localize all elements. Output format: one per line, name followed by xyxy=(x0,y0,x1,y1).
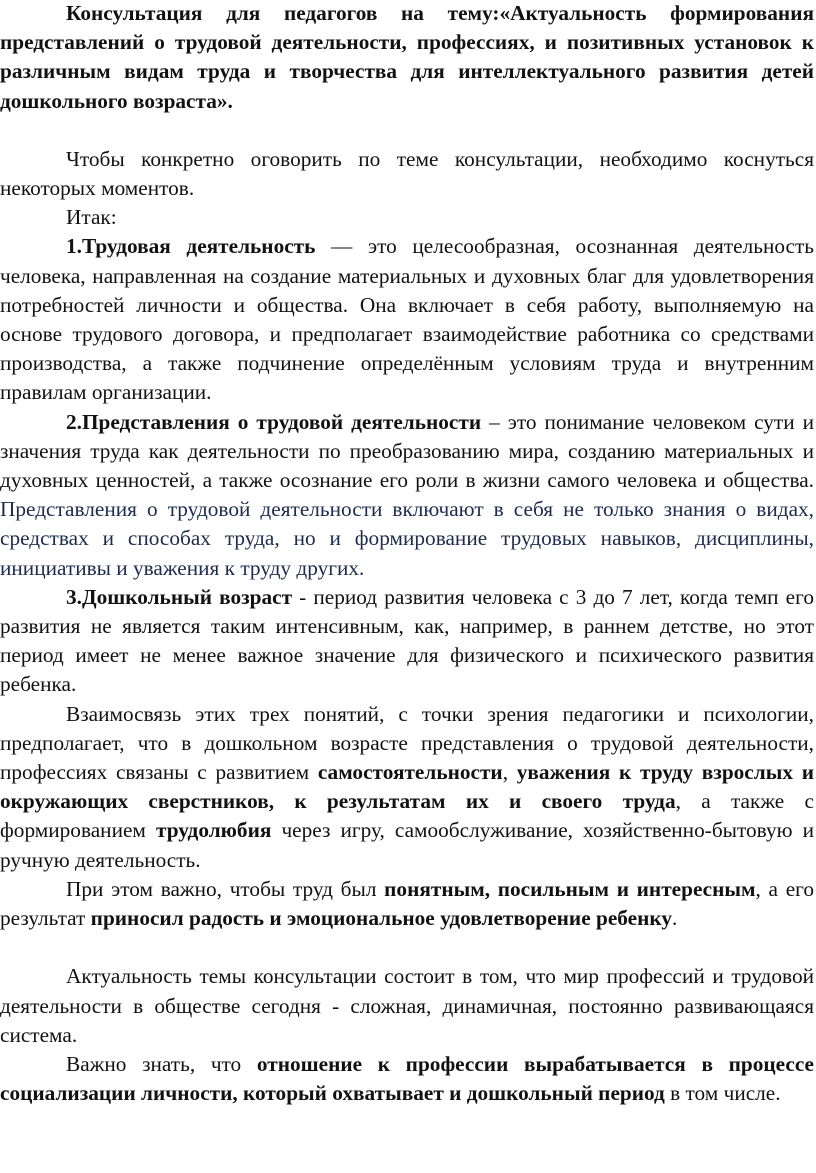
text-run: При этом важно, чтобы труд был xyxy=(66,876,385,901)
paragraph xyxy=(0,962,814,1050)
bold-text: отношение к профессии вырабатывается в процессе социализации личности, который охватывает и дошкольный период xyxy=(0,1051,814,1106)
text-run: Важно знать, что xyxy=(66,1051,257,1076)
text-run: — это целесообразная, осознанная деятельность человека, направленная на создание материальных и духовных благ для удовлетворения потребностей личности и общества. Она включает в себя работу, выполняемую на основе трудового договора, и предполагает взаимодействие работника со средствами производства, а также подчинение определённым условиям труда и внутренним правилам организации. xyxy=(0,234,814,405)
text-run: Консультация для педагогов на тему:«Актуальность формирования представлений о трудовой деятельности, профессиях, и позитивных установок к различным видам труда и творчества для интеллектуального развития детей дошкольного возраста». xyxy=(0,1,814,113)
paragraph xyxy=(0,232,814,407)
bold-text: 1.Трудовая деятельность xyxy=(66,234,316,259)
text-run: - период развития человека с 3 до 7 лет, когда темп его развития не является таким интенсивным, как, например, в раннем детстве, но этот период имеет не менее важное значение для физического и психического развития ребенка. xyxy=(0,584,814,697)
paragraph xyxy=(0,875,814,933)
paragraph xyxy=(0,700,814,875)
bold-text: приносил радость и эмоциональное удовлетворение ребенку xyxy=(90,906,672,931)
bold-text: уважения к труду взрослых и окружающих сверстников, к результатам их и своего труда xyxy=(0,760,814,814)
paragraph xyxy=(0,408,814,583)
text-run: Актуальность темы консультации состоит в том, что мир профессий и трудовой деятельности в обществе сегодня - сложная, динамичная, постоянно развивающаяся система. xyxy=(0,964,814,1047)
text-run: Чтобы конкретно оговорить по теме консультации, необходимо коснуться некоторых моментов. xyxy=(0,146,814,201)
text-run: , xyxy=(502,760,517,785)
text-run: , а его результат xyxy=(0,876,814,931)
text-run: через игру, самообслуживание, хозяйственно-бытовую и ручную деятельность. xyxy=(0,818,814,872)
paragraph xyxy=(0,145,814,203)
bold-text: самостоятельности xyxy=(317,760,503,785)
document-title xyxy=(0,0,814,116)
text-run: Итак: xyxy=(66,205,117,230)
text-run: Взаимосвязь этих трех понятий, с точки зрения педагогики и психологии, предполагает, что в дошкольном возрасте представления о трудовой деятельности, профессиях связаны с развитием xyxy=(0,701,814,785)
text-run: . xyxy=(671,906,678,931)
highlighted-text: Представления о трудовой деятельности включают в себя не только знания о видах, средствах и способах труда, но и формирование трудовых навыков, дисциплины, инициативы и уважения к труду других. xyxy=(0,497,814,580)
text-run: в том числе. xyxy=(664,1081,781,1106)
bold-text: 2.Представления о трудовой деятельности xyxy=(66,409,482,434)
bold-text: понятным, посильным и интересным xyxy=(384,876,756,901)
bold-text: 3.Дошкольный возраст xyxy=(66,584,293,609)
paragraph xyxy=(0,583,814,700)
paragraph xyxy=(0,203,814,232)
text-run: – это понимание человеком сути и значения труда как деятельности по преобразованию мира, созданию материальных и духовных ценностей, а также осознание его роли в жизни самого человека и общества. xyxy=(0,409,814,493)
bold-text: трудолюбия xyxy=(155,818,272,843)
paragraph xyxy=(0,1050,814,1108)
text-run: , а также с формированием xyxy=(0,789,814,843)
